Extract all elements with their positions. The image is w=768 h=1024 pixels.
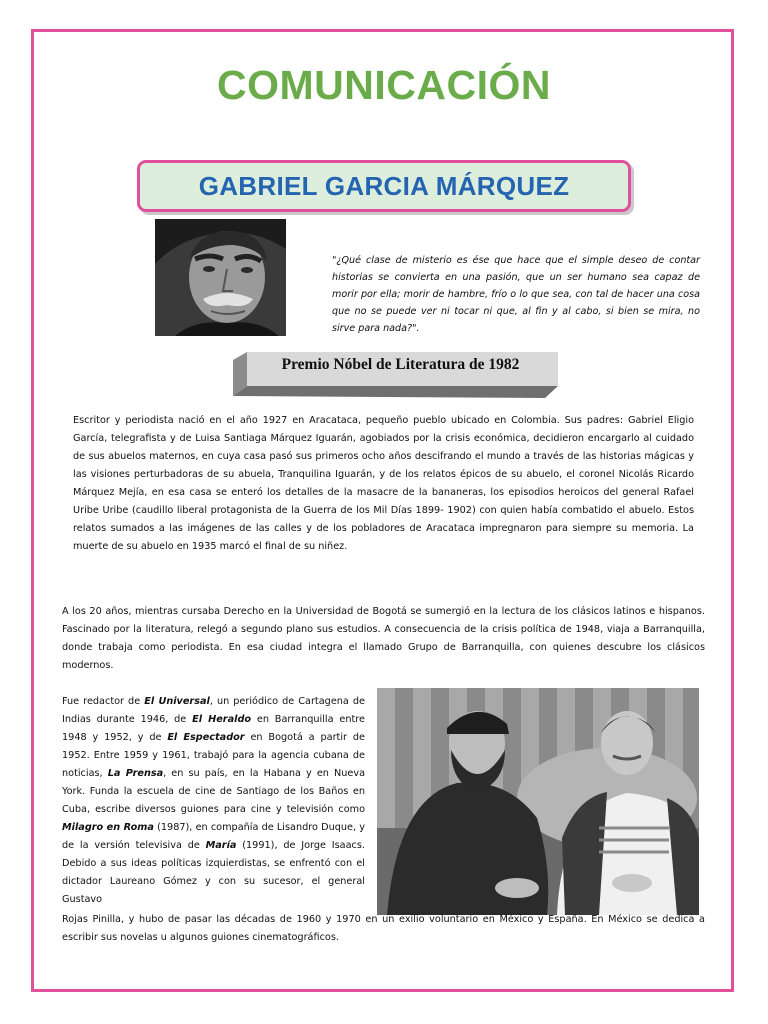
portrait-illustration <box>155 219 286 336</box>
newspaper-el-heraldo: El Heraldo <box>192 714 252 725</box>
award-text: Premio Nóbel de Literatura de 1982 <box>281 356 520 373</box>
newspaper-el-espectador: El Espectador <box>167 732 245 743</box>
text-segment: , un periódico de Cartagena de Indias durante 1946, de <box>62 696 365 725</box>
photo-illustration <box>377 688 699 915</box>
bio-paragraph-1: Escritor y periodista nació en el año 1927 en Aracataca, pequeño pueblo ubicado en Colombia. Sus padres: Gabriel Eligio García, telegrafista y de Luisa Santiaga Márquez Iguarán, agobiados por la crisis económica, decidieron encargarlo al cuidado de sus abuelos maternos, en cuya casa pasó sus primeros ocho años descifrando el mundo a través de las historias mágicas y las visiones perturbadoras de su abuela, Tranquilina Iguarán, y de los relatos épicos de su abuelo, el coronel Nicolás Ricardo Márquez Mejía, en esa casa se enteró los detalles de la masacre de la bananeras, los episodios heroicos del general Rafael Uribe Uribe (caudillo liberal protagonista de la Guerra de los Mil Días 1899- 1902) con quien había combatido el abuelo. Estos relatos sumados a las imágenes de las calles y de los pobladores de Aracataca impregnaron para siempre su memoria. La muerte de su abuelo en 1935 marcó el final de su niñez. <box>73 415 694 552</box>
author-quote: "¿Qué clase de misterio es ése que hace que el simple deseo de contar historias se convierta en una pasión, que un ser humano sea capaz de morir por ella; morir de hambre, frío o lo que sea, con tal de hacer una cosa que no se puede ver ni tocar ni que, al fin y al cabo, si bien se mira, no sirve para nada?". <box>332 255 700 334</box>
newspaper-el-universal: El Universal <box>144 696 210 707</box>
text-segment: en Barranquilla entre 1948 y 1952, y de <box>62 714 365 743</box>
text-segment: en Bogotá a partir de 1952. Entre 1959 y 1961, trabajó para la agencia cubana de noticias, <box>62 732 366 779</box>
bio-paragraph-2: A los 20 años, mientras cursaba Derecho en la Universidad de Bogotá se sumergió en la lectura de los clásicos latinos e hispanos. Fascinado por la literatura, relegó a segundo plano sus estudios. A consecuencia de la crisis política de 1948, viaja a Barranquilla, donde trabaja como periodista. En esa ciudad integra el llamado Grupo de Barranquilla, con quienes descubre los clásicos modernos. <box>62 606 705 671</box>
text-segment: Fue redactor de <box>62 696 145 707</box>
author-portrait <box>155 219 286 336</box>
bio-paragraph-3 <box>62 693 365 909</box>
text-segment: (1991), de Jorge Isaacs. Debido a sus ideas políticas izquierdistas, se enfrentó con el dictador Laureano Gómez y con su sucesor, el general Gustavo <box>62 840 366 905</box>
tv-maria: María <box>205 840 237 851</box>
film-milagro-en-roma: Milagro en Roma <box>62 822 154 833</box>
photo-with-castro <box>377 688 699 915</box>
bio-paragraph-4: Rojas Pinilla, y hubo de pasar las décadas de 1960 y 1970 en un exilio voluntario en México y España. En México se dedica a escribir sus novelas u algunos guiones cinematográficos. <box>62 914 705 943</box>
text-segment: , en su país, en la Habana y en Nueva York. Funda la escuela de cine de Santiago de los Baños en Cuba, escribe diversos guiones para cine y televisión como <box>62 768 366 815</box>
author-name-box <box>137 160 631 212</box>
author-name: GABRIEL GARCIA MÁRQUEZ <box>198 170 570 201</box>
agency-la-prensa: La Prensa <box>107 768 164 779</box>
text-segment: (1987), en compañía de Lisandro Duque, y de la versión televisiva de <box>62 822 365 851</box>
page-title: COMUNICACIÓN <box>217 62 551 108</box>
